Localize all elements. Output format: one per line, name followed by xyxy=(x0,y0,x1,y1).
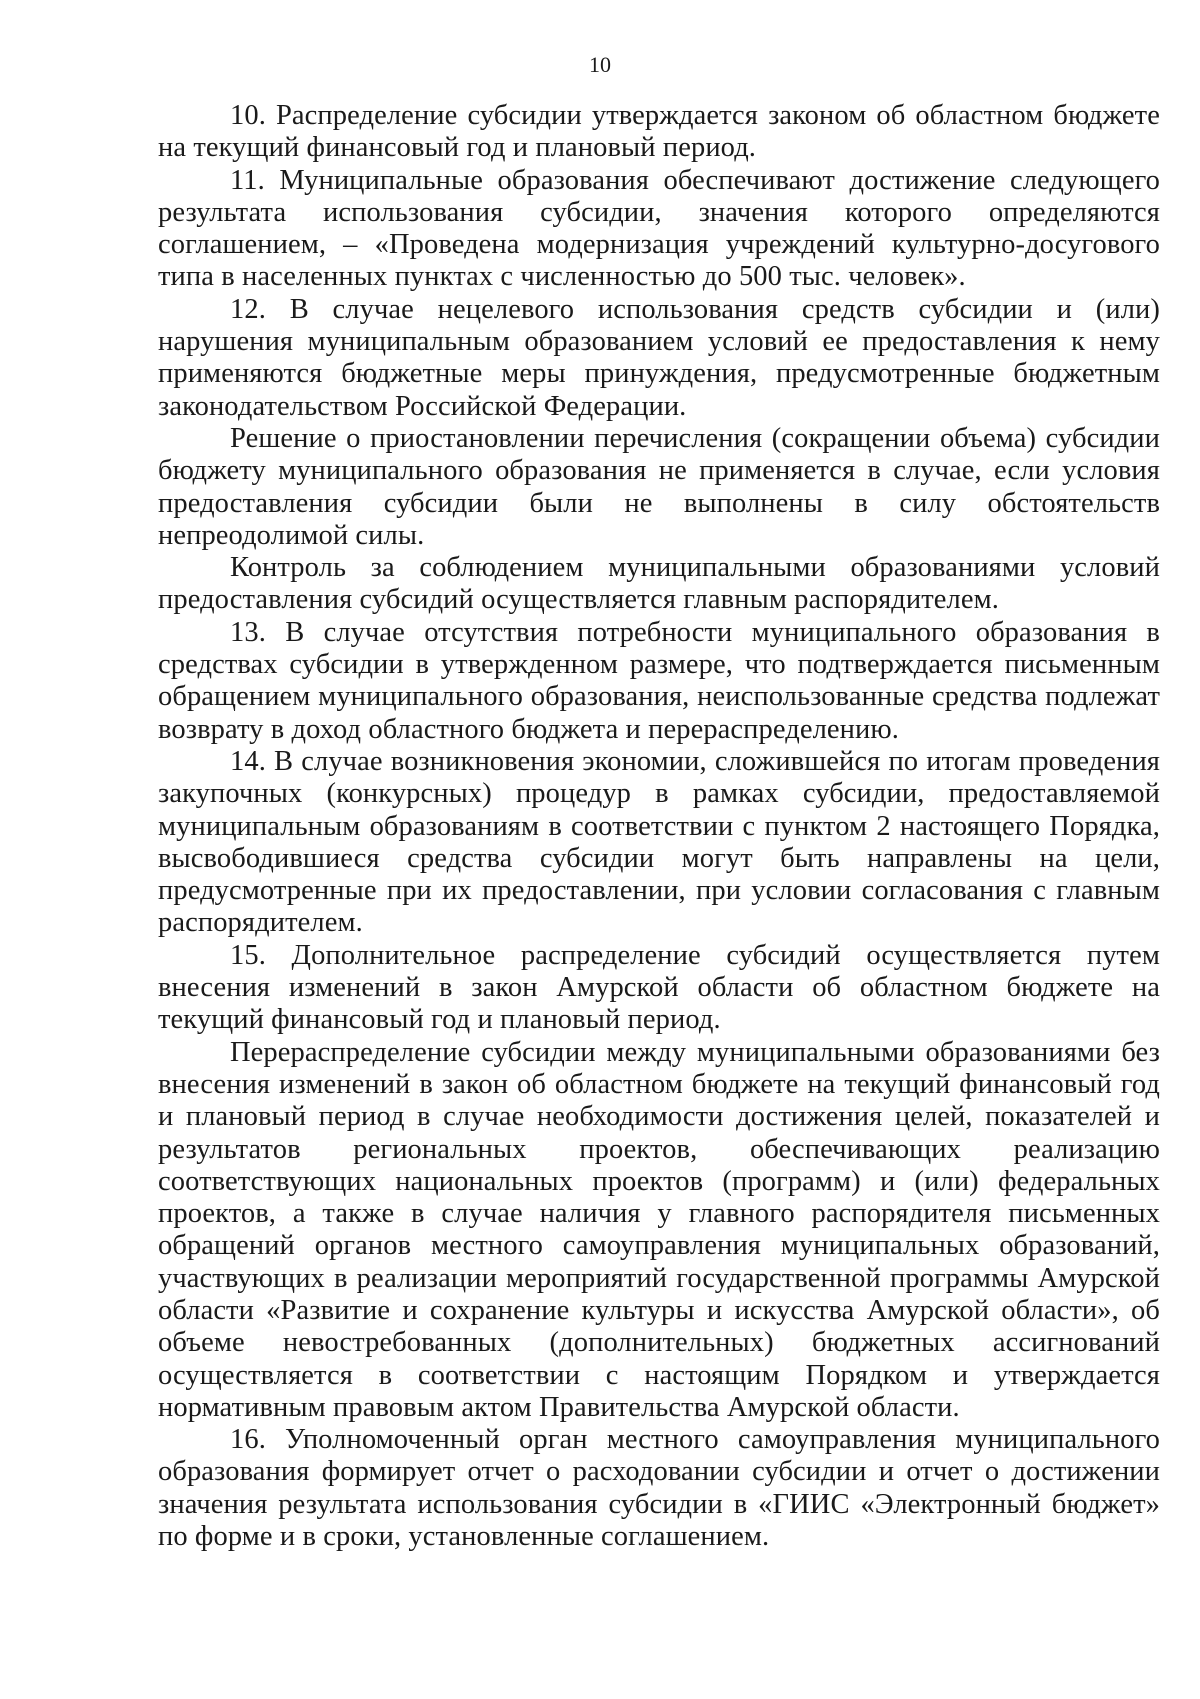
paragraph-15-redistribution: Перераспределение субсидии между муниципальными образованиями без внесения изменений в закон об областном бюджете на текущий финансовый год и плановый период в случае необходимости достижения целей, показателей и результатов региональных проектов, обеспечивающих реализацию соответствующих национальных проектов (программ) и (или) федеральных проектов, а также в случае наличия у главного распорядителя письменных обращений органов местного самоуправления муниципальных образований, участвующих в реализации мероприятий государственной программы Амурской области «Развитие и сохранение культуры и искусства Амурской области», об объеме невостребованных (дополнительных) бюджетных ассигнований осуществляется в соответствии с настоящим Порядком и утверждается нормативным правовым актом Правительства Амурской области. xyxy=(158,1036,1160,1423)
paragraph-16: 16. Уполномоченный орган местного самоуправления муниципального образования формирует отчет о расходовании субсидии и отчет о достижении значения результата использования субсидии в «ГИИС «Электронный бюджет» по форме и в сроки, установленные соглашением. xyxy=(158,1424,1160,1553)
page-number: 10 xyxy=(589,52,611,77)
paragraph-11: 11. Муниципальные образования обеспечивают достижение следующего результата использования субсидии, значения которого определяются соглашением, – «Проведена модернизация учреждений культурно-досугового типа в населенных пунктах с численностью до 500 тыс. человек». xyxy=(158,164,1160,293)
paragraph-12-control: Контроль за соблюдением муниципальными образованиями условий предоставления субсидий осуществляется главным распорядителем. xyxy=(158,552,1160,616)
paragraph-13: 13. В случае отсутствия потребности муниципального образования в средствах субсидии в утвержденном размере, что подтверждается письменным обращением муниципального образования, неиспользованные средства подлежат возврату в доход областного бюджета и перераспределению. xyxy=(158,616,1160,745)
paragraph-14: 14. В случае возникновения экономии, сложившейся по итогам проведения закупочных (конкурсных) процедур в рамках субсидии, предоставляемой муниципальным образованиям в соответствии с пунктом 2 настоящего Порядка, высвободившиеся средства субсидии могут быть направлены на цели, предусмотренные при их предоставлении, при условии согласования с главным распорядителем. xyxy=(158,745,1160,939)
paragraph-10: 10. Распределение субсидии утверждается законом об областном бюджете на текущий финансовый год и плановый период. xyxy=(158,100,1160,164)
paragraph-12: 12. В случае нецелевого использования средств субсидии и (или) нарушения муниципальным образованием условий ее предоставления к нему применяются бюджетные меры принуждения, предусмотренные бюджетным законодательством Российской Федерации. xyxy=(158,293,1160,422)
document-body xyxy=(158,100,1160,1553)
paragraph-12-suspension: Решение о приостановлении перечисления (сокращении объема) субсидии бюджету муниципального образования не применяется в случае, если условия предоставления субсидии были не выполнены в силу обстоятельств непреодолимой силы. xyxy=(158,422,1160,551)
paragraph-15: 15. Дополнительное распределение субсидий осуществляется путем внесения изменений в закон Амурской области об областном бюджете на текущий финансовый год и плановый период. xyxy=(158,939,1160,1036)
